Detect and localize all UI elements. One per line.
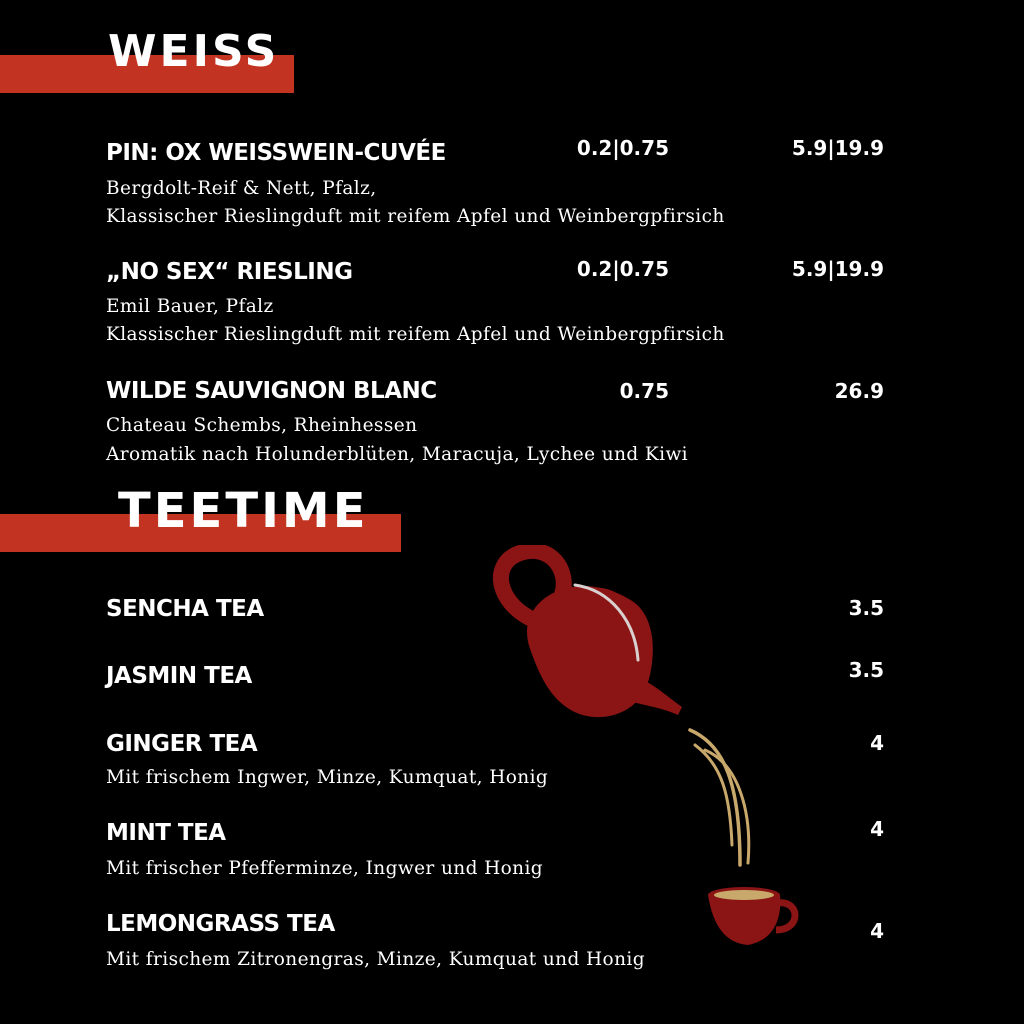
wine-price: 26.9 <box>834 379 884 403</box>
weiss-heading: WEISS <box>108 26 280 77</box>
wine-name: „NO SEX“ RIESLING <box>106 259 353 285</box>
tea-price: 3.5 <box>848 658 884 682</box>
tea-name: JASMIN TEA <box>106 663 252 689</box>
teetime-heading: TEETIME <box>118 483 369 539</box>
wine-size: 0.2|0.75 <box>576 136 669 160</box>
teapot-icon <box>501 551 682 726</box>
tea-name: LEMONGRASS TEA <box>106 911 335 937</box>
pour-stream-icon <box>690 730 749 865</box>
tea-name: SENCHA TEA <box>106 596 264 622</box>
wine-producer: Bergdolt-Reif & Nett, Pfalz, <box>106 178 377 199</box>
tea-name: GINGER TEA <box>106 731 258 757</box>
tea-price: 4 <box>870 919 884 943</box>
wine-size: 0.75 <box>619 379 669 403</box>
wine-price: 5.9|19.9 <box>791 257 884 281</box>
wine-description: Klassischer Rieslingduft mit reifem Apfel und Weinbergpfirsich <box>106 206 725 227</box>
wine-description: Aromatik nach Holunderblüten, Maracuja, Lychee und Kiwi <box>106 444 688 465</box>
wine-name: PIN: OX WEISSWEIN-CUVÉE <box>106 140 446 166</box>
wine-size: 0.2|0.75 <box>576 257 669 281</box>
wine-description: Klassischer Rieslingduft mit reifem Apfel und Weinbergpfirsich <box>106 324 725 345</box>
tea-name: MINT TEA <box>106 820 226 846</box>
tea-description: Mit frischem Ingwer, Minze, Kumquat, Honig <box>106 767 549 788</box>
tea-description: Mit frischem Zitronengras, Minze, Kumquat und Honig <box>106 949 645 970</box>
tea-price: 3.5 <box>848 596 884 620</box>
tea-price: 4 <box>870 731 884 755</box>
wine-producer: Emil Bauer, Pfalz <box>106 296 274 317</box>
wine-name: WILDE SAUVIGNON BLANC <box>106 378 437 404</box>
wine-producer: Chateau Schembs, Rheinhessen <box>106 415 418 436</box>
tea-description: Mit frischer Pfefferminze, Ingwer und Honig <box>106 858 544 879</box>
wine-price: 5.9|19.9 <box>791 136 884 160</box>
teapot-pouring-icon <box>490 545 810 955</box>
teacup-icon <box>708 887 795 945</box>
tea-price: 4 <box>870 817 884 841</box>
